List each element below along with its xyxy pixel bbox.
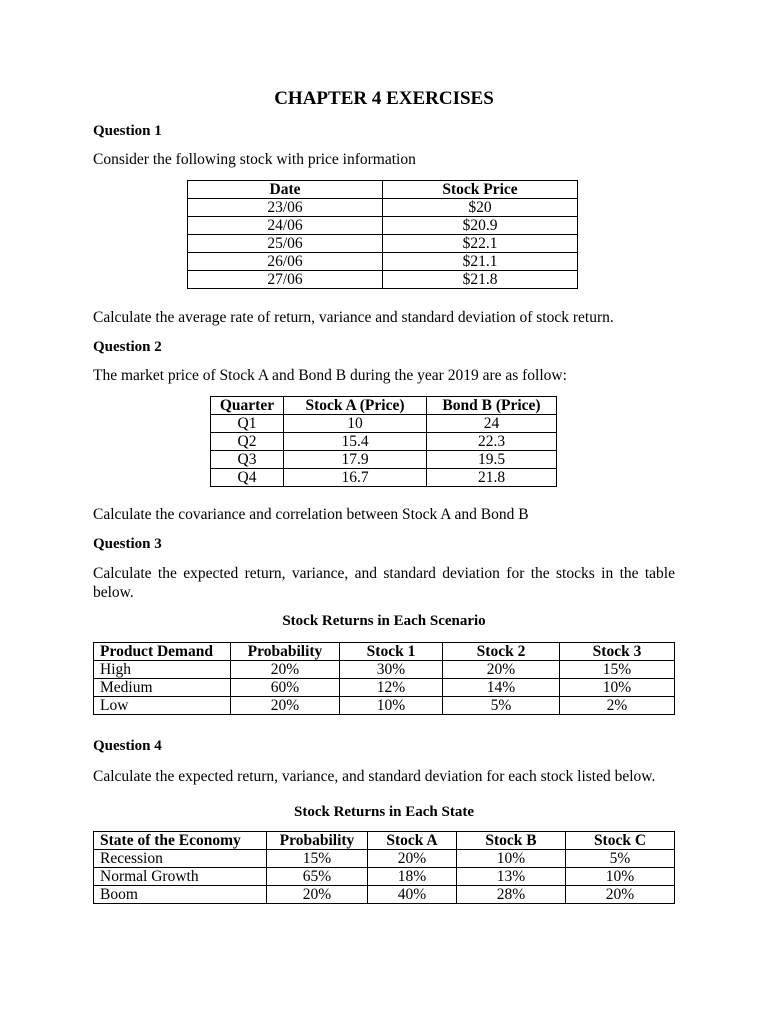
table-row <box>211 415 557 433</box>
question-1-task: Calculate the average rate of return, variance and standard deviation of stock return. <box>93 309 614 326</box>
table-row <box>94 661 675 679</box>
table-cell: 18% <box>368 868 457 886</box>
table-cell: 19.5 <box>427 451 557 469</box>
table-cell: 26/06 <box>188 253 383 271</box>
table-cell: 17.9 <box>284 451 427 469</box>
table-header-row <box>211 397 557 415</box>
table-cell: Q3 <box>211 451 284 469</box>
table-cell: 14% <box>443 679 560 697</box>
table-row <box>94 679 675 697</box>
question-2-intro: The market price of Stock A and Bond B during the year 2019 are as follow: <box>93 367 567 384</box>
question-4-intro: Calculate the expected return, variance, and standard deviation for each stock listed below. <box>93 768 656 785</box>
table-cell: 20% <box>368 850 457 868</box>
table-row <box>94 850 675 868</box>
table-cell: Q1 <box>211 415 284 433</box>
table-cell: 15% <box>267 850 368 868</box>
column-header: Stock 1 <box>340 643 443 661</box>
question-2-heading: Question 2 <box>93 339 162 355</box>
state-returns-table <box>93 831 675 904</box>
table-row <box>188 199 578 217</box>
table-row <box>211 451 557 469</box>
table-cell: Low <box>94 697 231 715</box>
table-cell: 20% <box>566 886 675 904</box>
table-header-row <box>188 181 578 199</box>
table-cell: 20% <box>443 661 560 679</box>
table-row <box>188 271 578 289</box>
table-cell: 65% <box>267 868 368 886</box>
stock-bond-price-table <box>210 396 557 487</box>
column-header: Stock C <box>566 832 675 850</box>
table-cell: 15.4 <box>284 433 427 451</box>
question-4-heading: Question 4 <box>93 738 162 754</box>
table-cell: 40% <box>368 886 457 904</box>
page-title: CHAPTER 4 EXERCISES <box>274 88 494 109</box>
table-row <box>94 886 675 904</box>
table-cell: 20% <box>231 661 340 679</box>
table-row <box>188 235 578 253</box>
table-cell: Normal Growth <box>94 868 267 886</box>
column-header: Quarter <box>211 397 284 415</box>
table-cell: High <box>94 661 231 679</box>
table-cell: 20% <box>231 697 340 715</box>
table-cell: $20 <box>383 199 578 217</box>
question-2-task: Calculate the covariance and correlation between Stock A and Bond B <box>93 506 529 523</box>
column-header: Date <box>188 181 383 199</box>
table-cell: 10% <box>566 868 675 886</box>
column-header: Stock 3 <box>560 643 675 661</box>
table-cell: 28% <box>457 886 566 904</box>
table-cell: Medium <box>94 679 231 697</box>
table-cell: 21.8 <box>427 469 557 487</box>
table-row <box>211 433 557 451</box>
column-header: Product Demand <box>94 643 231 661</box>
column-header: Probability <box>231 643 340 661</box>
table-cell: 15% <box>560 661 675 679</box>
table-cell: Boom <box>94 886 267 904</box>
table-cell: 10 <box>284 415 427 433</box>
question-3-intro: Calculate the expected return, variance, and standard deviation for the stocks in the table below. <box>93 565 675 601</box>
table-cell: Recession <box>94 850 267 868</box>
table-header-row <box>94 832 675 850</box>
table-cell: $22.1 <box>383 235 578 253</box>
table-row <box>188 217 578 235</box>
column-header: Stock B <box>457 832 566 850</box>
question-1-intro: Consider the following stock with price information <box>93 151 416 168</box>
scenario-returns-table <box>93 642 675 715</box>
column-header: Stock Price <box>383 181 578 199</box>
table-cell: 10% <box>457 850 566 868</box>
column-header: State of the Economy <box>94 832 267 850</box>
table-cell: 16.7 <box>284 469 427 487</box>
table-row <box>188 253 578 271</box>
table-row <box>94 697 675 715</box>
table-cell: 24 <box>427 415 557 433</box>
table-cell: 30% <box>340 661 443 679</box>
column-header: Stock A <box>368 832 457 850</box>
table-cell: 25/06 <box>188 235 383 253</box>
question-1-heading: Question 1 <box>93 123 162 139</box>
table-cell: 5% <box>566 850 675 868</box>
table-cell: 22.3 <box>427 433 557 451</box>
table-cell: $21.1 <box>383 253 578 271</box>
table-cell: $20.9 <box>383 217 578 235</box>
stock-price-table <box>187 180 578 289</box>
column-header: Probability <box>267 832 368 850</box>
table-cell: Q4 <box>211 469 284 487</box>
table-cell: 60% <box>231 679 340 697</box>
table-row <box>211 469 557 487</box>
table-cell: 20% <box>267 886 368 904</box>
table-cell: 10% <box>340 697 443 715</box>
table-cell: 13% <box>457 868 566 886</box>
table-cell: 12% <box>340 679 443 697</box>
column-header: Stock 2 <box>443 643 560 661</box>
question-4-table-caption: Stock Returns in Each State <box>293 804 474 820</box>
column-header: Bond B (Price) <box>427 397 557 415</box>
table-header-row <box>94 643 675 661</box>
table-cell: 2% <box>560 697 675 715</box>
question-3-heading: Question 3 <box>93 536 162 552</box>
table-cell: 10% <box>560 679 675 697</box>
table-cell: 27/06 <box>188 271 383 289</box>
question-3-table-caption: Stock Returns in Each Scenario <box>282 613 486 629</box>
table-cell: 24/06 <box>188 217 383 235</box>
table-cell: 23/06 <box>188 199 383 217</box>
table-row <box>94 868 675 886</box>
table-cell: Q2 <box>211 433 284 451</box>
table-cell: 5% <box>443 697 560 715</box>
column-header: Stock A (Price) <box>284 397 427 415</box>
table-cell: $21.8 <box>383 271 578 289</box>
